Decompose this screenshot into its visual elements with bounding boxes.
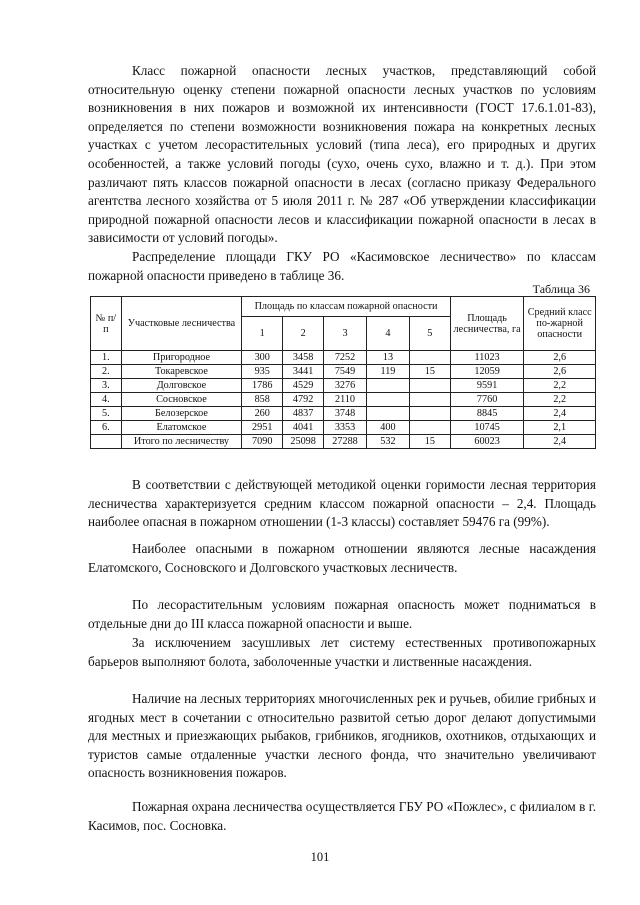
table-caption: Таблица 36 <box>532 282 590 296</box>
cell-class-2: 25098 <box>283 435 324 449</box>
paragraph-fire-class-definition: Класс пожарной опасности лесных участков, представляющий собой относительную оценку степени пожарной опасности лесных участков по условиям возникновения в них пожаров и возможной их интенсивности (ГОСТ 17.6.1.01-83), определяется по степени возможности возникновения пожара на конкретных лесных участках с учетом лесорастительных условий (типа леса), его природных и других особенностей, а также условий погоды (сухо, очень сухо, влажно и т. д.). При этом различают пять классов пожарной опасности в лесах (согласно приказу Федерального агентства лесного хозяйства от 5 июля 2011 г. № 287 «Об утверждении классификации природной пожарной опасности лесов и классификации пожарной опасности в лесах в зависимости от условий погоды». <box>88 63 596 246</box>
cell-class-1: 300 <box>242 351 283 365</box>
paragraph-natural-barriers: За исключением засушливых лет систему естественных противопожарных барьеров выполняют болота, заболоченные участки и лиственные насаждения. <box>88 635 596 669</box>
cell-class-2: 4792 <box>283 393 324 407</box>
cell-class-4 <box>366 393 409 407</box>
cell-num: 5. <box>91 407 122 421</box>
cell-avg: 2,1 <box>524 421 596 435</box>
table-row <box>91 379 596 393</box>
cell-avg: 2,2 <box>524 379 596 393</box>
cell-avg: 2,2 <box>524 393 596 407</box>
cell-class-4: 13 <box>366 351 409 365</box>
header-class-4: 4 <box>366 317 409 351</box>
paragraph-fire-risk-factors: Наличие на лесных территориях многочисленных рек и ручьев, обилие грибных и ягодных мест в сочетании с относительно развитой сетью дорог делают допустимыми для местных и приезжающих рыбаков, грибников, ягодников, охотников, отдыхающих и туристов самые отдаленные участки лесного фонда, что значительно увеличивают опасность возникновения пожаров. <box>88 691 596 781</box>
table-row <box>91 421 596 435</box>
cell-class-2: 4041 <box>283 421 324 435</box>
cell-class-3: 27288 <box>324 435 367 449</box>
fire-class-table <box>90 296 596 449</box>
cell-class-5 <box>409 379 450 393</box>
cell-class-1: 858 <box>242 393 283 407</box>
cell-num: 6. <box>91 421 122 435</box>
cell-name: Пригородное <box>121 351 242 365</box>
cell-class-4: 119 <box>366 365 409 379</box>
cell-total: 8845 <box>450 407 524 421</box>
cell-class-5 <box>409 351 450 365</box>
cell-total: 7760 <box>450 393 524 407</box>
cell-class-2: 3441 <box>283 365 324 379</box>
cell-class-4: 532 <box>366 435 409 449</box>
cell-avg: 2,4 <box>524 435 596 449</box>
header-name: Участковые лесничества <box>121 297 242 351</box>
cell-total-label: Итого по лесничеству <box>121 435 242 449</box>
cell-class-1: 2951 <box>242 421 283 435</box>
cell-class-5 <box>409 407 450 421</box>
cell-class-4 <box>366 407 409 421</box>
cell-class-2: 4529 <box>283 379 324 393</box>
cell-class-1: 935 <box>242 365 283 379</box>
cell-total: 10745 <box>450 421 524 435</box>
paragraph-most-dangerous: Наиболее опасными в пожарном отношении являются лесные насаждения Елатомского, Сосновского и Долговского участковых лесничеств. <box>88 541 596 575</box>
header-class-2: 2 <box>283 317 324 351</box>
cell-class-5: 15 <box>409 435 450 449</box>
cell-class-3: 7549 <box>324 365 367 379</box>
cell-class-3: 3353 <box>324 421 367 435</box>
cell-class-3: 7252 <box>324 351 367 365</box>
table-row <box>91 365 596 379</box>
cell-class-1: 1786 <box>242 379 283 393</box>
cell-class-3: 3748 <box>324 407 367 421</box>
cell-name: Белозерское <box>121 407 242 421</box>
cell-total: 9591 <box>450 379 524 393</box>
page-number: 101 <box>310 850 330 864</box>
cell-total: 11023 <box>450 351 524 365</box>
paragraph-area-distribution: Распределение площади ГКУ РО «Касимовское лесничество» по классам пожарной опасности приведено в таблице 36. <box>88 249 596 283</box>
table-row <box>91 393 596 407</box>
cell-class-3: 3276 <box>324 379 367 393</box>
cell-name: Токаревское <box>121 365 242 379</box>
cell-num: 3. <box>91 379 122 393</box>
table-row <box>91 351 596 365</box>
cell-total: 12059 <box>450 365 524 379</box>
cell-total: 60023 <box>450 435 524 449</box>
table-row <box>91 407 596 421</box>
cell-name: Елатомское <box>121 421 242 435</box>
cell-class-1: 260 <box>242 407 283 421</box>
cell-class-1: 7090 <box>242 435 283 449</box>
cell-name: Сосновское <box>121 393 242 407</box>
cell-class-2: 4837 <box>283 407 324 421</box>
cell-avg: 2,4 <box>524 407 596 421</box>
header-class-1: 1 <box>242 317 283 351</box>
paragraph-fire-protection: Пожарная охрана лесничества осуществляется ГБУ РО «Пожлес», с филиалом в г. Касимов, пос. Сосновка. <box>88 799 596 833</box>
cell-class-4: 400 <box>366 421 409 435</box>
header-area-by-class: Площадь по классам пожарной опасности <box>242 297 451 317</box>
cell-class-5 <box>409 421 450 435</box>
header-avg-class: Средний класс по-жарной опасности <box>524 297 596 351</box>
cell-class-5 <box>409 393 450 407</box>
paragraph-forest-conditions: По лесорастительным условиям пожарная опасность может подниматься в отдельные дни до III класса пожарной опасности и выше. <box>88 597 596 631</box>
header-class-5: 5 <box>409 317 450 351</box>
cell-class-5: 15 <box>409 365 450 379</box>
header-class-3: 3 <box>324 317 367 351</box>
header-num: № п/п <box>91 297 122 351</box>
cell-avg: 2,6 <box>524 351 596 365</box>
cell-class-4 <box>366 379 409 393</box>
cell-class-3: 2110 <box>324 393 367 407</box>
paragraph-average-class: В соответствии с действующей методикой оценки горимости лесная территория лесничества характеризуется средним классом пожарной опасности – 2,4. Площадь наиболее опасная в пожарном отношении (1-3 классы) составляет 59476 га (99%). <box>88 477 596 530</box>
table-total-row <box>91 435 596 449</box>
cell-num: 2. <box>91 365 122 379</box>
cell-num: 4. <box>91 393 122 407</box>
cell-class-2: 3458 <box>283 351 324 365</box>
cell-avg: 2,6 <box>524 365 596 379</box>
header-total-area: Площадь лесничества, га <box>450 297 524 351</box>
cell-name: Долговское <box>121 379 242 393</box>
cell-num-empty <box>91 435 122 449</box>
cell-num: 1. <box>91 351 122 365</box>
